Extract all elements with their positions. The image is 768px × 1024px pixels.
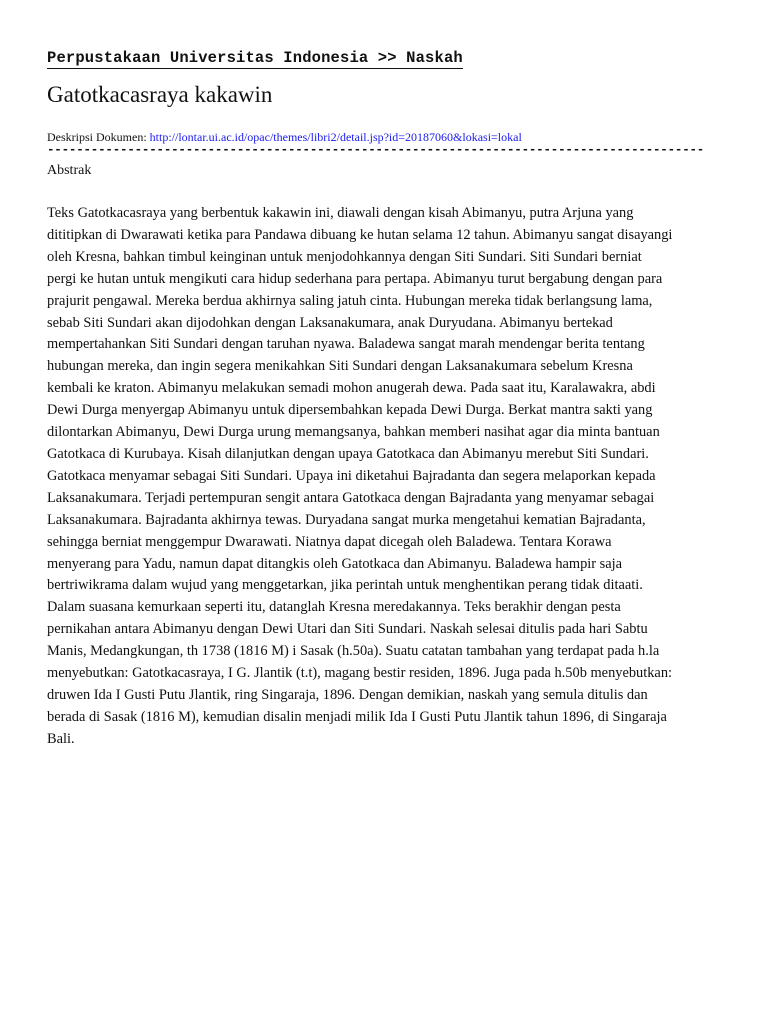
abstract-line: pernikahan antara Abimanyu dengan Dewi Utari dan Siti Sundari. Naskah selesai ditulis pada hari Sabtu — [47, 621, 648, 638]
document-title: Gatotkacasraya kakawin — [47, 82, 273, 107]
abstract-line: Bali. — [47, 730, 75, 747]
description-link[interactable]: http://lontar.ui.ac.id/opac/themes/libri2/detail.jsp?id=20187060&lokasi=lokal — [149, 130, 522, 144]
abstract-line: Teks Gatotkacasraya yang berbentuk kakawin ini, diawali dengan kisah Abimanyu, putra Arjuna yang — [47, 205, 634, 221]
abstract-line: prajurit pengawal. Mereka berdua akhirnya saling jatuh cinta. Hubungan mereka tidak berlangsung lama, — [47, 292, 653, 309]
abstract-line: pergi ke hutan untuk mengikuti cara hidup sederhana para pertapa. Abimanyu turut bergabung dengan para — [47, 270, 663, 287]
breadcrumb[interactable]: Perpustakaan Universitas Indonesia >> Naskah — [47, 49, 463, 67]
abstract-line: hubungan mereka, dan ingin segera menikahkan Siti Sundari dengan Laksanakumara sebelum Kresna — [47, 358, 633, 375]
abstract-heading: Abstrak — [47, 163, 92, 178]
abstract-line: menyerang para Yadu, namun dapat ditangkis oleh Gatotkaca dan Abimanyu. Baladewa hampir saja — [47, 555, 623, 572]
abstract-line: Laksanakumara. Terjadi pertempuran sengit antara Gatotkaca dengan Bajradanta yang menyamar sebagai — [47, 489, 655, 506]
abstract-line: sebab Siti Sundari akan dijodohkan dengan Laksanakumara, anak Duryudana. Abimanyu bertekad — [47, 314, 613, 331]
separator-line: ------------------------------------------------------------------------------------------ — [47, 143, 705, 157]
abstract-line: Gatotkaca di Kurubaya. Kisah dilanjutkan dengan upaya Gatotkaca dan Abimanyu merebut Siti Sundari. — [47, 445, 649, 462]
abstract-line: Dalam suasana kemurkaan seperti itu, datanglah Kresna meredakannya. Teks berakhir dengan pesta — [47, 599, 621, 616]
abstract-line: Manis, Medangkungan, th 1738 (1816 M) i Sasak (h.50a). Suatu catatan tambahan yang terdapat pada h.la — [47, 643, 660, 660]
description-label: Deskripsi Dokumen: — [47, 130, 150, 144]
abstract-line: menyebutkan: Gatotkacasraya, I G. Jlantik (t.t), magang bestir residen, 1896. Juga pada h.50b menyebutkan: — [47, 665, 673, 682]
abstract-line: sehingga berniat menggempur Dwarawati. Niatnya dapat dicegah oleh Baladewa. Tentara Korawa — [47, 533, 612, 550]
abstract-line: dititipkan di Dwarawati ketika para Pandawa dibuang ke hutan selama 12 tahun. Abimanyu sangat disayangi — [47, 226, 673, 243]
abstract-line: druwen Ida I Gusti Putu Jlantik, ring Singaraja, 1896. Dengan demikian, naskah yang semula ditulis dan — [47, 686, 648, 703]
abstract-line: mempertahankan Siti Sundari dengan taruhan nyawa. Baladewa sangat marah mendengar berita tentang — [47, 336, 645, 353]
abstract-line: bertriwikrama dalam wujud yang menggetarkan, jika perintah untuk menghentikan perang tidak ditaati. — [47, 577, 643, 594]
abstract-line: Laksanakumara. Bajradanta akhirnya tewas. Duryadana sangat murka mengetahui kematian Bajradanta, — [47, 511, 646, 528]
abstract-line: kembali ke kraton. Abimanyu melakukan semadi mohon anugerah dewa. Pada saat itu, Karalawakra, abdi — [47, 380, 656, 397]
abstract-body — [47, 203, 727, 751]
abstract-line: oleh Kresna, bahkan timbul keinginan untuk menjodohkannya dengan Siti Sundari. Siti Sundari berniat — [47, 248, 642, 265]
abstract-line: Dewi Durga menyergap Abimanyu untuk dipersembahkan kepada Dewi Durga. Berkat mantra sakti yang — [47, 402, 653, 419]
abstract-line: dilontarkan Abimanyu, Dewi Durga urung memangsanya, bahkan memberi nasihat agar dia minta bantuan — [47, 424, 660, 441]
abstract-line: Gatotkaca menyamar sebagai Siti Sundari. Upaya ini diketahui Bajradanta dan segera melaporkan kepada — [47, 467, 656, 484]
abstract-line: berada di Sasak (1816 M), kemudian disalin menjadi milik Ida I Gusti Putu Jlantik tahun 1896, di Singaraja — [47, 708, 667, 725]
